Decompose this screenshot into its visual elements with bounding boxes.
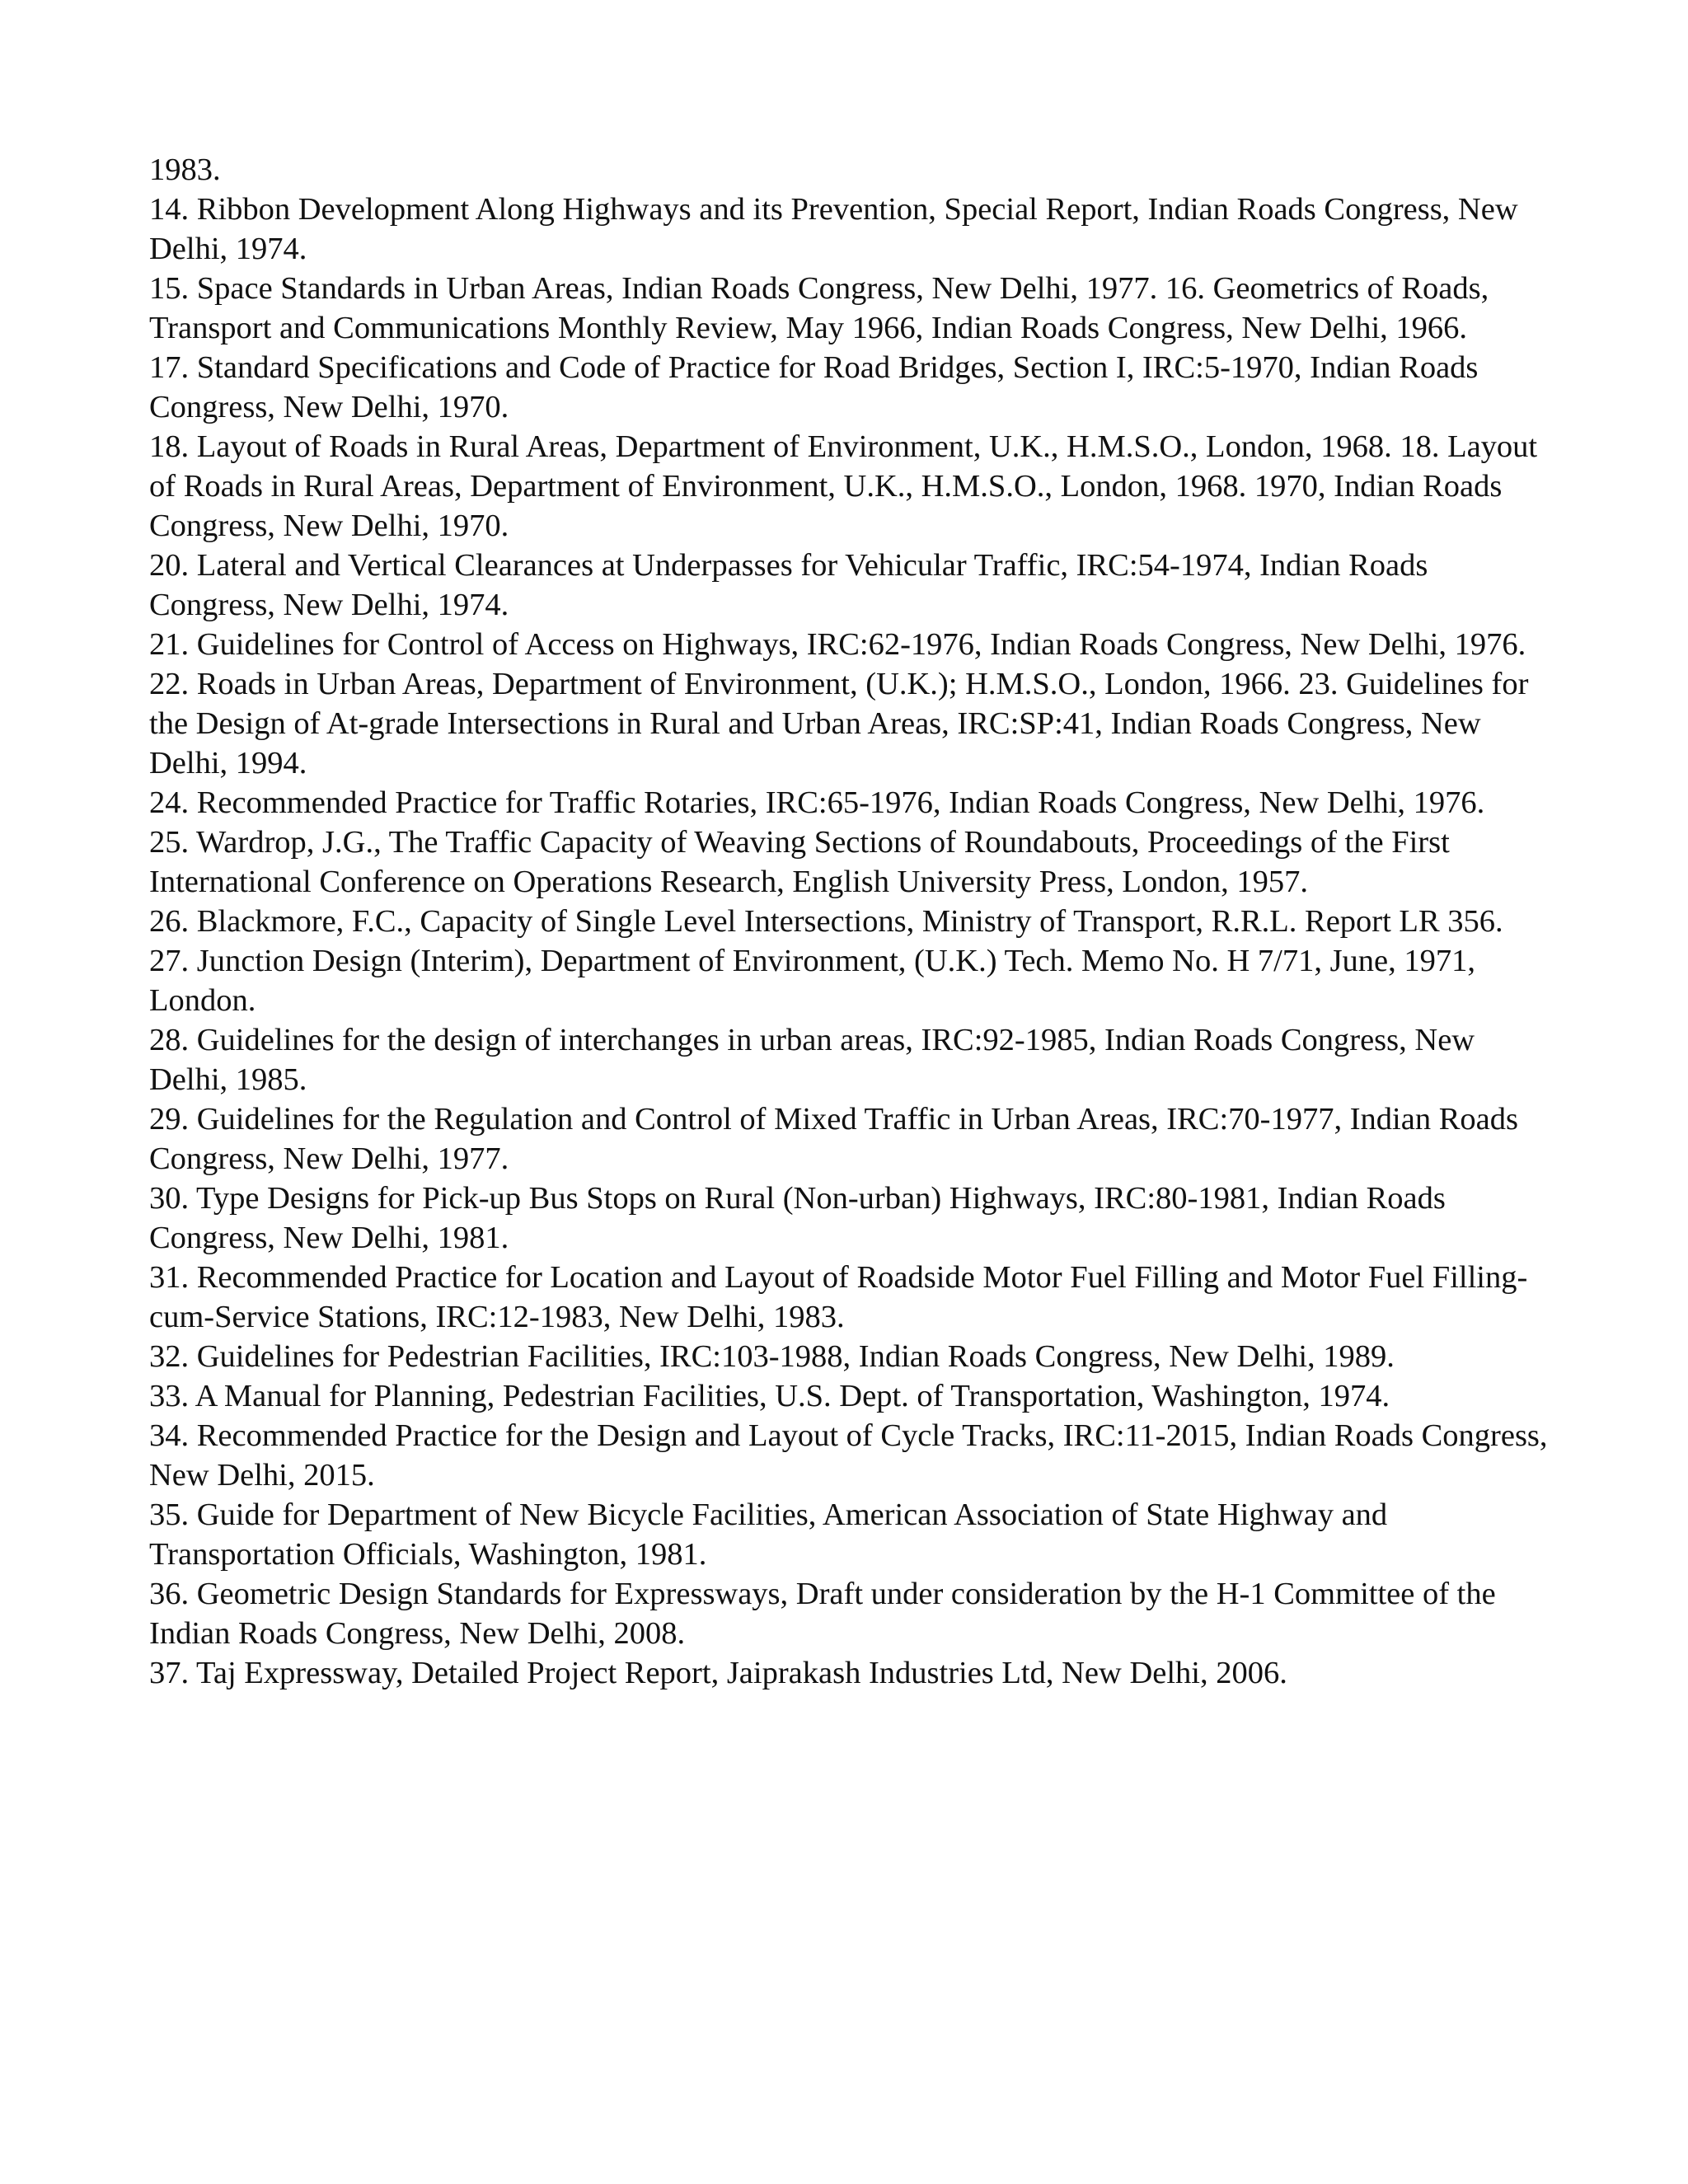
reference-item: 34. Recommended Practice for the Design and Layout of Cycle Tracks, IRC:11-2015, Indian Roads Congress, New Delhi, 2015. <box>149 1418 1548 1493</box>
reference-item: 31. Recommended Practice for Location and Layout of Roadside Motor Fuel Filling and Motor Fuel Filling-cum-Service Stations, IRC:12-1983, New Delhi, 1983. <box>149 1260 1528 1334</box>
reference-item: 26. Blackmore, F.C., Capacity of Single Level Intersections, Ministry of Transport, R.R.L. Report LR 356. <box>149 904 1503 939</box>
reference-item: 30. Type Designs for Pick-up Bus Stops on Rural (Non-urban) Highways, IRC:80-1981, Indian Roads Congress, New Delhi, 1981. <box>149 1181 1446 1255</box>
reference-item: 17. Standard Specifications and Code of Practice for Road Bridges, Section I, IRC:5-1970, Indian Roads Congress, New Delhi, 1970. <box>149 350 1479 424</box>
reference-item: 18. Layout of Roads in Rural Areas, Department of Environment, U.K., H.M.S.O., London, 1968. 18. Layout of Roads in Rural Areas, Department of Environment, U.K., H.M.S.O., London, 1968. 1970, Indian Roads Congress, New Delhi, 1970. <box>149 429 1538 543</box>
reference-item: 14. Ribbon Development Along Highways and its Prevention, Special Report, Indian Roads Congress, New Delhi, 1974. <box>149 192 1518 266</box>
reference-item: 15. Space Standards in Urban Areas, Indian Roads Congress, New Delhi, 1977. 16. Geometrics of Roads, Transport and Communications Monthly Review, May 1966, Indian Roads Congress, New Delhi, 1966. <box>149 271 1489 345</box>
reference-item: 35. Guide for Department of New Bicycle Facilities, American Association of State Highway and Transportation Officials, Washington, 1981. <box>149 1497 1388 1572</box>
reference-item: 36. Geometric Design Standards for Expressways, Draft under consideration by the H-1 Committee of the Indian Roads Congress, New Delhi, 2008. <box>149 1577 1496 1651</box>
reference-item: 1983. <box>149 152 221 187</box>
reference-item: 37. Taj Expressway, Detailed Project Report, Jaiprakash Industries Ltd, New Delhi, 2006. <box>149 1656 1287 1690</box>
reference-item: 21. Guidelines for Control of Access on Highways, IRC:62-1976, Indian Roads Congress, New Delhi, 1976. <box>149 627 1526 662</box>
reference-item: 33. A Manual for Planning, Pedestrian Facilities, U.S. Dept. of Transportation, Washington, 1974. <box>149 1379 1390 1413</box>
reference-item: 29. Guidelines for the Regulation and Control of Mixed Traffic in Urban Areas, IRC:70-1977, Indian Roads Congress, New Delhi, 1977. <box>149 1102 1518 1176</box>
reference-item: 22. Roads in Urban Areas, Department of Environment, (U.K.); H.M.S.O., London, 1966. 23. Guidelines for the Design of At-grade Intersections in Rural and Urban Areas, IRC:SP:41, Indian Roads Congress, New Delhi, 1994. <box>149 667 1529 780</box>
reference-item: 28. Guidelines for the design of interchanges in urban areas, IRC:92-1985, Indian Roads Congress, New Delhi, 1985. <box>149 1023 1475 1097</box>
reference-item: 27. Junction Design (Interim), Department of Environment, (U.K.) Tech. Memo No. H 7/71, June, 1971, London. <box>149 944 1476 1018</box>
reference-item: 32. Guidelines for Pedestrian Facilities, IRC:103-1988, Indian Roads Congress, New Delhi, 1989. <box>149 1339 1395 1374</box>
reference-item: 20. Lateral and Vertical Clearances at Underpasses for Vehicular Traffic, IRC:54-1974, Indian Roads Congress, New Delhi, 1974. <box>149 548 1428 622</box>
reference-item: 24. Recommended Practice for Traffic Rotaries, IRC:65-1976, Indian Roads Congress, New Delhi, 1976. <box>149 785 1485 820</box>
reference-list <box>149 150 1550 1693</box>
reference-item: 25. Wardrop, J.G., The Traffic Capacity of Weaving Sections of Roundabouts, Proceedings of the First International Conference on Operations Research, English University Press, London, 1957. <box>149 825 1450 899</box>
